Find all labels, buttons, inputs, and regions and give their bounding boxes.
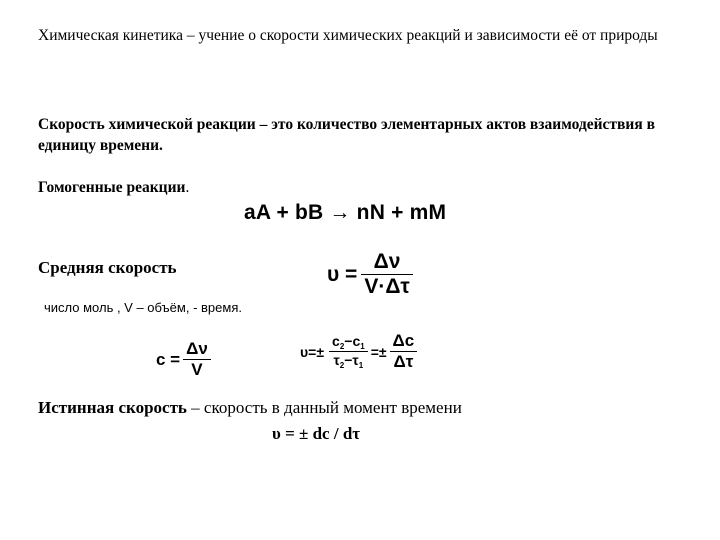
t2: τ [333,352,340,368]
average-speed-formula [327,250,413,299]
average-speed-denominator: V·Δτ [364,275,410,298]
concentration-lhs: c = [156,349,181,369]
t1-sub: 1 [358,361,364,370]
rate-formula-equals: =± [370,343,387,360]
reaction-equation: aA + bB → nN + mM [244,201,447,224]
variables-note: число моль , V – объём, - время. [44,300,242,315]
homogeneous-label-text: Гомогенные реакции [38,179,186,196]
rate-formula-fraction-1 [329,333,368,370]
rate-formula-denominator-1 [331,352,367,370]
c2: c [332,333,340,349]
concentration-formula [156,339,211,380]
concentration-denominator: V [191,360,203,379]
c2-sub: 2 [339,342,345,351]
rate-formula [300,331,420,372]
intro-text: Химическая кинетика – учение о скорости химических реакций и зависимости её от природы [38,27,658,44]
average-speed-numerator: Δν [373,250,401,273]
average-speed-label: Средняя скорость [38,258,177,277]
minus-c1: −c [344,333,361,349]
t2-sub: 2 [339,361,345,370]
c1-sub: 1 [360,342,365,351]
rate-formula-numerator-1 [329,333,368,351]
rate-formula-fraction-2 [390,331,418,372]
instant-speed-formula: υ = ± dc / dτ [272,424,361,443]
average-speed-fraction [361,250,412,299]
minus-t1: −τ [344,352,359,368]
rate-definition: Скорость химической реакции – это количество элементарных актов взаимодействия в единицу времени. [38,116,655,154]
rate-formula-denominator-2: Δτ [393,352,414,371]
concentration-numerator: Δν [186,339,208,358]
instant-speed-description: – скорость в данный момент времени [186,398,462,417]
rate-formula-lhs: υ=± [300,343,325,360]
instant-speed-label: Истинная скорость [38,398,187,417]
average-speed-lhs: υ = [327,262,358,286]
rate-formula-numerator-2: Δc [392,331,415,350]
instant-speed-line [38,398,462,418]
homogeneous-label [38,179,189,197]
homogeneous-dot: . [185,179,190,196]
concentration-fraction [183,339,211,380]
